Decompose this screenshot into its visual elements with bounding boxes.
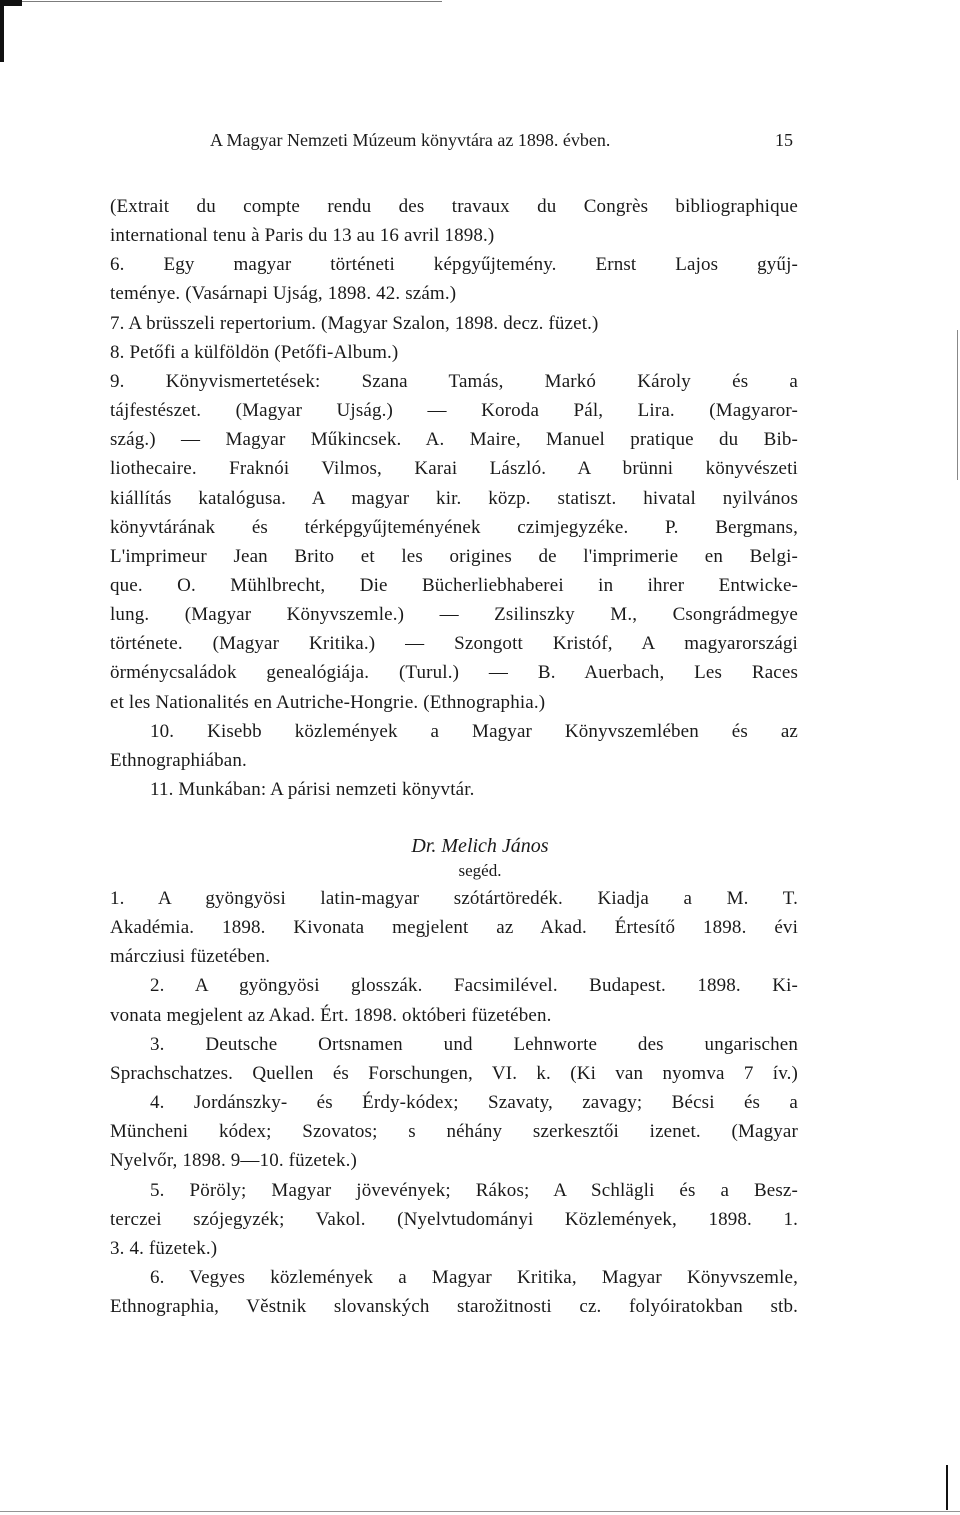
- text-line: teménye. (Vasárnapi Ujság, 1898. 42. szám.): [110, 283, 457, 305]
- text-line: 7. A brüsszeli repertorium. (Magyar Szalon, 1898. decz. füzet.): [110, 312, 599, 334]
- text-line: que. O. Mühlbrecht, Die Bücherliebhaberei in ihrer Entwicke-: [110, 574, 798, 596]
- scan-edge-mark-right: [957, 330, 958, 480]
- running-title: A Magyar Nemzeti Múzeum könyvtára az 1898. évben.: [210, 130, 611, 150]
- text-line: Ethnographia, Věstnik slovanských starožitnosti cz. folyóiratokban stb.: [110, 1296, 798, 1318]
- text-line: vonata megjelent az Akad. Ért. 1898. októberi füzetében.: [110, 1004, 552, 1026]
- text-line: 3. Deutsche Ortsnamen und Lehnworte des ungarischen: [150, 1033, 798, 1055]
- text-line: 6. Egy magyar történeti képgyűjtemény. Ernst Lajos gyűj-: [110, 254, 798, 276]
- scan-edge-mark-bottom: [0, 1511, 960, 1512]
- scan-edge-mark-top: [22, 1, 442, 2]
- text-line: 1. A gyöngyösi latin-magyar szótártöredék. Kiadja a M. T.: [110, 888, 798, 909]
- text-line: Ethnographiában.: [110, 749, 247, 771]
- text-line: 10. Kisebb közlemények a Magyar Könyvszemlében és az: [150, 720, 798, 742]
- text-line: Nyelvőr, 1898. 9—10. füzetek.): [110, 1150, 357, 1172]
- text-line: international tenu à Paris du 13 au 16 avril 1898.): [110, 225, 495, 247]
- text-line: márcziusi füzetében.: [110, 946, 271, 968]
- page-number: 15: [775, 130, 793, 150]
- text-line: L'imprimeur Jean Brito et les origines de l'imprimerie en Belgi-: [110, 545, 798, 567]
- text-line: 3. 4. füzetek.): [110, 1237, 218, 1259]
- text-line: könyvtárának és térképgyűjteményének czimjegyzéke. P. Bergmans,: [110, 516, 798, 538]
- text-line: története. (Magyar Kritika.) — Szongott Kristóf, A magyarországi: [110, 633, 798, 655]
- text-line: örménycsaládok genealógiája. (Turul.) — B. Auerbach, Les Races: [110, 662, 798, 684]
- text-line: 4. Jordánszky- és Érdy-kódex; Szavaty, zavagy; Bécsi és a: [150, 1092, 798, 1114]
- text-line: terczei szójegyzék; Vakol. (Nyelvtudományi Közlemények, 1898. 1.: [110, 1208, 798, 1230]
- text-line: Sprachschatzes. Quellen és Forschungen, VI. k. (Ki van nyomva 7 ív.): [110, 1062, 798, 1084]
- text-line: 11. Munkában: A párisi nemzeti könyvtár.: [150, 779, 475, 800]
- text-line: 5. Pöröly; Magyar jövevények; Rákos; A Schlägli és a Besz-: [150, 1179, 798, 1201]
- text-line: Akadémia. 1898. Kivonata megjelent az Akad. Értesítő 1898. évi: [110, 917, 798, 939]
- text-line: et les Nationalités en Autriche-Hongrie. (Ethnographia.): [110, 691, 546, 713]
- text-line: 2. A gyöngyösi glosszák. Facsimilével. Budapest. 1898. Ki-: [150, 975, 798, 997]
- scan-edge-mark-left: [0, 0, 4, 62]
- text-line: 6. Vegyes közlemények a Magyar Kritika, Magyar Könyvszemle,: [150, 1266, 798, 1288]
- text-line: tájfestészet. (Magyar Ujság.) — Koroda Pál, Lira. (Magyaror-: [110, 400, 798, 422]
- text-line: liothecaire. Fraknói Vilmos, Karai László. A brünni könyvészeti: [110, 458, 798, 480]
- text-line: lung. (Magyar Könyvszemle.) — Zsilinszky M., Csongrádmegye: [110, 604, 798, 626]
- text-line: Müncheni kódex; Szovatos; s néhány szerkesztői izenet. (Magyar: [110, 1121, 798, 1143]
- author-role: segéd.: [458, 861, 502, 880]
- scan-edge-mark-bottom-right: [946, 1465, 948, 1510]
- author-name: Dr. Melich János: [411, 835, 549, 857]
- text-line: (Extrait du compte rendu des travaux du Congrès bibliographique: [110, 196, 798, 217]
- text-line: kiállítás katalógusa. A magyar kir. közp. statiszt. hivatal nyilvános: [110, 487, 798, 509]
- text-line: 9. Könyvismertetések: Szana Tamás, Markó Károly és a: [110, 370, 798, 392]
- text-line: 8. Petőfi a külföldön (Petőfi-Album.): [110, 341, 399, 363]
- text-line: szág.) — Magyar Műkincsek. A. Maire, Manuel pratique du Bib-: [110, 429, 798, 451]
